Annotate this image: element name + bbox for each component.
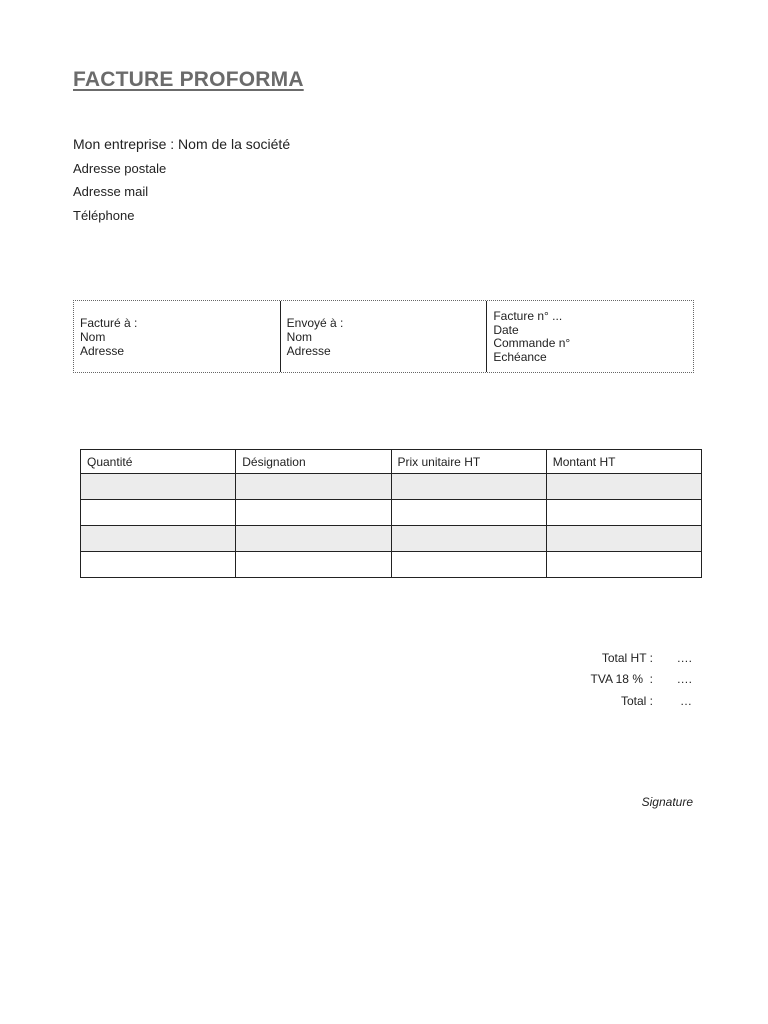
- table-row: [81, 526, 702, 552]
- total-row: [500, 690, 694, 712]
- table-row: [81, 474, 702, 500]
- header-designation: Désignation: [236, 450, 391, 474]
- table-cell: [391, 526, 546, 552]
- total-ht-row: [500, 647, 694, 669]
- totals-block: [500, 647, 694, 712]
- sent-to-section: [280, 301, 487, 372]
- sent-to-heading: Envoyé à :: [286, 315, 344, 330]
- invoice-date: Date: [493, 322, 519, 337]
- billing-info-box: [73, 300, 694, 373]
- table-cell: [81, 526, 236, 552]
- order-number: Commande n°: [493, 336, 571, 350]
- total-ht-label: Total HT :: [601, 650, 653, 665]
- billed-to-section: [74, 301, 280, 372]
- table-cell: [391, 552, 546, 578]
- company-email: Adresse mail: [73, 184, 149, 199]
- table-cell: [546, 526, 701, 552]
- due-date: Echéance: [493, 349, 547, 364]
- table-cell: [81, 474, 236, 500]
- tva-label: TVA 18 % :: [590, 672, 653, 687]
- table-cell: [81, 552, 236, 578]
- document-title: FACTURE PROFORMA: [73, 68, 304, 91]
- tva-value: ….: [676, 672, 692, 687]
- sent-to-name: Nom: [286, 329, 313, 344]
- company-address: Adresse postale: [73, 161, 167, 176]
- table-cell: [236, 474, 391, 500]
- billed-to-heading: Facturé à :: [80, 315, 138, 330]
- company-phone: Téléphone: [73, 208, 135, 223]
- table-cell: [81, 500, 236, 526]
- invoice-info-section: [486, 301, 693, 372]
- table-cell: [236, 526, 391, 552]
- table-cell: [391, 500, 546, 526]
- table-cell: [546, 500, 701, 526]
- header-amount: Montant HT: [546, 450, 701, 474]
- company-name: Mon entreprise : Nom de la société: [73, 136, 291, 152]
- table-cell: [391, 474, 546, 500]
- total-value: …: [680, 693, 692, 708]
- signature-label: Signature: [641, 795, 693, 809]
- table-cell: [546, 474, 701, 500]
- sent-to-address: Adresse: [286, 343, 331, 358]
- items-table: [80, 449, 702, 578]
- total-label: Total :: [620, 693, 653, 708]
- billed-to-name: Nom: [80, 329, 106, 344]
- table-row: [81, 500, 702, 526]
- table-cell: [236, 500, 391, 526]
- table-cell: [546, 552, 701, 578]
- billed-to-address: Adresse: [80, 343, 125, 358]
- invoice-number: Facture n° ...: [493, 309, 563, 323]
- header-unit-price: Prix unitaire HT: [391, 450, 546, 474]
- tva-row: [500, 669, 694, 691]
- table-row: [81, 552, 702, 578]
- table-header-row: [81, 450, 702, 474]
- header-quantity: Quantité: [81, 450, 236, 474]
- total-ht-value: ….: [676, 650, 692, 665]
- table-cell: [236, 552, 391, 578]
